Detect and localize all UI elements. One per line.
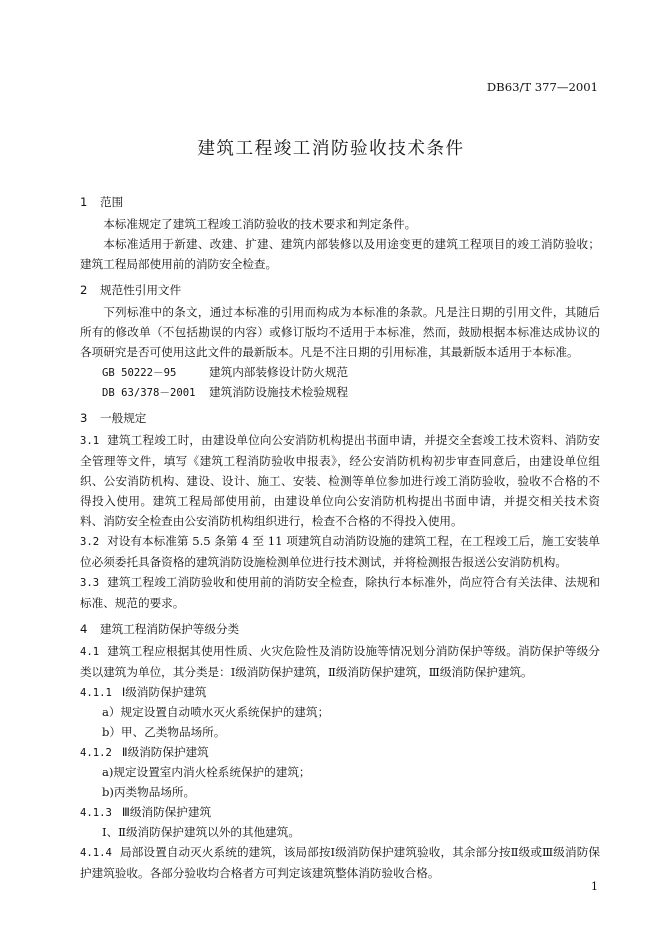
subclause-title: Ⅱ级消防保护建筑 [121, 745, 209, 759]
section-title: 建筑工程消防保护等级分类 [100, 622, 240, 636]
section-number: 3 [80, 411, 88, 425]
clause-text: 建筑工程应根据其使用性质、火灾危险性及消防设施等情况划分消防保护等级。消防保护等级分类以建筑为单位，其分类是：Ⅰ级消防保护建筑，Ⅱ级消防保护建筑，Ⅲ级消防保护建筑。 [80, 644, 600, 679]
subclause-title: Ⅲ级消防保护建筑 [121, 805, 212, 819]
paragraph: 本标准规定了建筑工程竣工消防验收的技术要求和判定条件。 [103, 217, 417, 231]
paragraph: 本标准适用于新建、改建、扩建、建筑内部装修以及用途变更的建筑工程项目的竣工消防验收；建筑工程局部使用前的消防安全检查。 [80, 237, 600, 271]
section-number: 1 [80, 195, 88, 209]
clause [80, 842, 600, 883]
subclause-heading [80, 682, 600, 702]
paragraph: 下列标准中的条文，通过本标准的引用而构成为本标准的条款。凡是注日期的引用文件，其随后所有的修改单（不包括勘误的内容）或修订版均不适用于本标准，然而，鼓励根据本标准达成协议的各项研究是否可使用这此文件的最新版本。凡是不注日期的引用标准，其最新版本适用于本标准。 [80, 305, 600, 359]
clause-text: 局部设置自动灭火系统的建筑，该局部按Ⅰ级消防保护建筑验收，其余部分按Ⅱ级或Ⅲ级消防保护建筑验收。各部分验收均合格者方可判定该建筑整体消防验收合格。 [80, 845, 600, 880]
subclause-title: Ⅰ级消防保护建筑 [121, 685, 207, 699]
clause-text: 对设有本标准第 5.5 条第 4 至 11 项建筑自动消防设施的建筑工程，在工程竣工后，施工安装单位必须委托具备资格的建筑消防设施检测单位进行技术测试，并将检测报告报送公安消防机构。 [80, 534, 600, 569]
normative-reference [80, 362, 600, 382]
clause [80, 572, 600, 613]
section-number: 4 [80, 622, 88, 636]
reference-name: 建筑内部装修设计防火规范 [209, 365, 349, 379]
clause-number: 3.2 [80, 536, 100, 548]
clause-number: 4.1.3 [80, 807, 112, 819]
section-heading [80, 280, 600, 300]
section-heading [80, 192, 600, 212]
section-heading [80, 619, 600, 639]
clause-number: 4.1.1 [80, 687, 112, 699]
reference-code: DB 63/378－2001 [102, 387, 196, 399]
clause [80, 430, 600, 531]
document-code: DB63/T 377—2001 [486, 80, 598, 94]
clause [80, 531, 600, 572]
subclause-heading [80, 742, 600, 762]
page-number: 1 [591, 880, 598, 893]
clause-number: 4.1.4 [80, 847, 112, 859]
list-item: Ⅰ、Ⅱ级消防保护建筑以外的其他建筑。 [102, 825, 300, 839]
clause-number: 3.3 [80, 577, 100, 589]
section-title: 规范性引用文件 [100, 283, 182, 297]
list-item: a)规定设置室内消火栓系统保护的建筑； [102, 765, 311, 779]
list-item: a）规定设置自动喷水灭火系统保护的建筑； [102, 705, 330, 719]
section-heading [80, 408, 600, 428]
reference-code: GB 50222－95 [102, 367, 177, 379]
section-title: 范围 [100, 195, 124, 209]
section-number: 2 [80, 283, 88, 297]
clause-text: 建筑工程竣工消防验收和使用前的消防安全检查，除执行本标准外，尚应符合有关法律、法规和标准、规范的要求。 [80, 575, 600, 610]
list-item: b)丙类物品场所。 [102, 785, 196, 799]
section-title: 一般规定 [100, 411, 147, 425]
clause-text: 建筑工程竣工时，由建设单位向公安消防机构提出书面申请，并提交全套竣工技术资料、消防安全管理等文件，填写《建筑工程消防验收申报表》，经公安消防机构初步审查同意后，由建设单位组织、公安消防机构、建设、设计、施工、安装、检测等单位参加进行竣工消防验收，验收不合格的不得投入使用。建筑工程局部使用前，由建设单位向公安消防机构提出书面申请，并提交相关技术资料、消防安全检查由公安消防机构组织进行，检查不合格的不得投入使用。 [80, 433, 600, 528]
list-item: b）甲、乙类物品场所。 [102, 725, 226, 739]
reference-name: 建筑消防设施技术检验规程 [209, 385, 349, 399]
clause [80, 641, 600, 682]
clause-number: 4.1 [80, 646, 100, 658]
normative-reference [80, 382, 600, 402]
document-title: 建筑工程竣工消防验收技术条件 [197, 139, 465, 159]
subclause-heading [80, 802, 600, 822]
clause-number: 3.1 [80, 435, 100, 447]
document-body [80, 192, 600, 883]
clause-number: 4.1.2 [80, 747, 112, 759]
